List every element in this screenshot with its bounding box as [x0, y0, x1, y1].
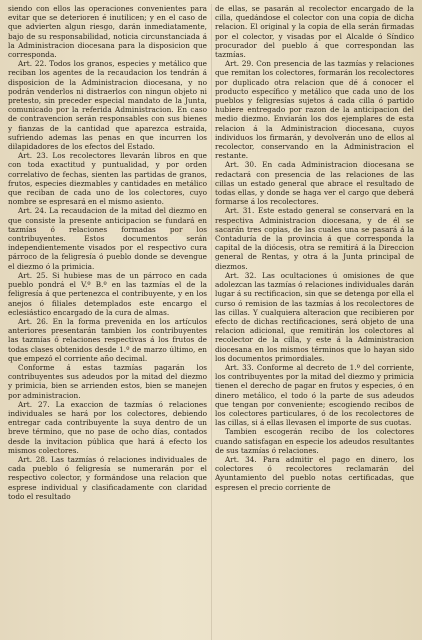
paragraph: Art. 25. Si hubiese mas de un párroco en cada pueblo pondrá el V.º B.º en las tazmías el de la feligresía á que pertenezca el contribuyente, y en los anejos ó filiales detemplados este encargo el eclesiástico encargado de la cura de almas. [8, 270, 207, 317]
paragraph: Art. 23. Los recolectores llevarán libros en que con toda exactitud y puntualidad, y por orden correlativo de fechas, sienten las partidas de granos, frutos, especies diezmables y cantidades en metálico que reciban de cada uno de los colectores, cuyo nombre se espresará en el mismo asiento. [8, 151, 207, 207]
paragraph: Art. 31. Este estado general se conservará en la respectiva Administracion diocesana, y de él se sacarán tres copias, de las cuales una se pasará á la Contaduría de la provincia á que corresponda la capital de la diócesis, otra se remitirá á la Direccion general de Rentas, y otra á la Junta principal de diezmos. [215, 206, 414, 271]
paragraph: Art. 29. Con presencia de las tazmías y relaciones que remitan los colectores, formarán los recolectores por duplicado otra relacion que dé á conocer el producto específico y metálico que cada uno de los pueblos y feligresías sujetos á cada cilla ó partido hubiere entregado por razon de la anticipacion del medio diezmo. Enviarán los dos ejemplares de esta relacion á la Administracion diocesana, cuyos individuos los firmarán, y devolverán uno de ellos al recolector, conservando en la Administracion el restante. [215, 59, 414, 161]
column-gutter [211, 4, 212, 640]
paragraph: Art. 34. Para admitir el pago en dinero, los colectores ó recolectores reclamarán del Ayuntamiento del pueblo notas certificadas, que espresen el precio corriente de [215, 454, 414, 492]
paragraph: Conforme á estas tazmías pagarán los contribuyentes sus adeudos por la mitad del diezmo y primicia, bien se arrienden estos, bien se manejen por administracion. [8, 362, 207, 400]
paragraph: siendo con ellos las operaciones convenientes para evitar que se deterioren é inutilicen; y en el caso de que advierten algun riesgo, darán inmediatamente, bajo de su responsabilidad, noticia circunstanciada á la Administracion diocesana para la disposicion que corresponda. [8, 4, 207, 60]
paragraph: Art. 26. En la forma prevenida en los artículos anteriores presentarán tambien los contribuyentes las tazmías ó relaciones respectivas á los frutos de todas clases obtenidos desde 1.º de marzo último, en que empezó el corriente año decimal. [8, 316, 207, 363]
paragraph: Art. 27. La exaccion de tazmías ó relaciones individuales se hará por los colectores, debiendo entregar cada contribuyente la suya dentro de un breve término, que no pase de ocho días, contados desde la invitacion pública que hará á efecto los mismos colectores. [8, 399, 207, 455]
paragraph: de ellas, se pasarán al recolector encargado de la cilla, quedándose el colector con una copia de dicha relacion. El original y la copia de ella serán firmadas por el colector, y visadas por el Alcalde ó Síndico procurador del pueblo á que correspondan las tazmías. [215, 4, 414, 60]
paper-stain [160, 180, 250, 240]
paragraph: Art. 22. Todos los granos, especies y metálico que reciban los agentes de la recaudacion los tendrán á disposicion de la Administracion diocesana, y no podrán venderlos ni distraerlos con ningun objeto ni pretesto, sin preceder especial mandato de la Junta, comunicado por la referida Administracion. En caso de contravencion serán responsables con sus bienes y fianzas de la cantidad que aparezca estraida, sufriendo ademas las penas en que incurren los dilapidadores de los efectos del Estado. [8, 59, 207, 152]
paragraph: Art. 33. Conforme al decreto de 1.º del corriente, los contribuyentes por la mitad del diezmo y primicia tienen el derecho de pagar en frutos y especies, ó en dinero metálico, el todo ó la parte de sus adeudos que tengan por conveniente; escogiendo recibos de los colectores particulares, ó de los recolectores de las cillas, si á ellas llevasen el importe de sus cuotas. [215, 362, 414, 428]
paragraph: Art. 24. La recaudacion de la mitad del diezmo en que consiste la presente anticipacion se fundará en tazmías ó relaciones formadas por los contribuyentes. Estos documentos serán independientemente visados por el respectivo cura párroco de la feligresía ó pueblo donde se devengue el diezmo ó la primicia. [8, 206, 207, 271]
right-column [215, 4, 414, 640]
left-column [8, 4, 207, 640]
paragraph: Tambien escogerán recibo de los colectores cuando satisfagan en especie los adeudos resultantes de sus tazmías ó relaciones. [215, 427, 414, 455]
paragraph: Art. 32. Las ocultaciones ú omisiones de que adolezcan las tazmías ó relaciones individuales darán lugar á su rectificacion, sin que se detenga por ella el curso ó remision de las tazmías á los recolectores de las cillas. Y cualquiera alteracion que recibieren por efecto de dichas rectificaciones, será objeto de una relacion adicional, que remitirán los colectores al recolector de la cilla, y este á la Administracion diocesana en los mismos términos que lo hayan sido los documentos primordiales. [215, 270, 414, 363]
paragraph: Art. 28. Las tazmías ó relaciones individuales de cada pueblo ó feligresía se numerarán por el respectivo colector, y formándose una relacion que esprese individual y clasificadamente con claridad todo el resultado [8, 454, 207, 501]
paragraph: Art. 30. En cada Administracion diocesana se redactará con presencia de las relaciones de las cillas un estado general que abrace el resultado de todas ellas, y donde se haga ver el cargo que deberá formarse á los recolectores. [215, 160, 414, 207]
